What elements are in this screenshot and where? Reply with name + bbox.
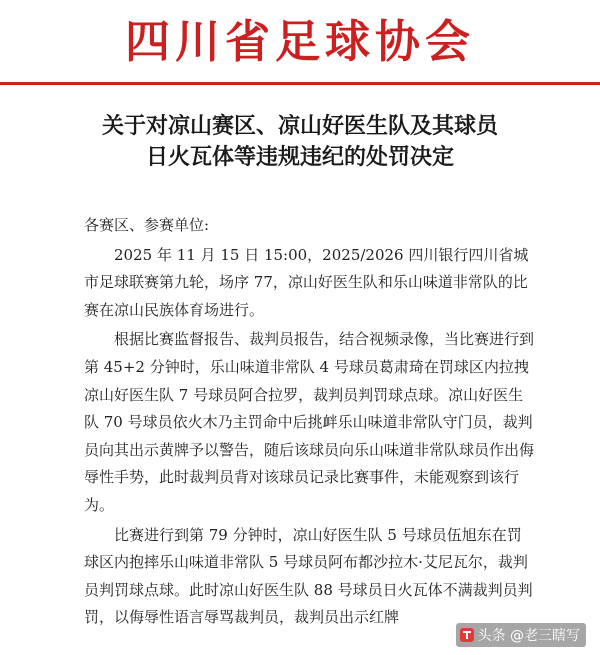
document-title-line-2: 日火瓦体等违规违纪的处罚决定 (145, 144, 454, 170)
paragraph-first-incident: 根据比赛监督报告、裁判员报告，结合视频录像，当比赛进行到第 45+2 分钟时，乐山味道非常队 4 号球员葛肃琦在罚球区内拉拽凉山好医生队 7 号球员阿合拉罗，裁判员判罚球点球。凉山好医生队 70 号球员依火木乃主罚命中后挑衅乐山味道非常队守门员，裁判员向其出示黄牌予以警告，随后该球员向乐山味道非常队球员作出侮辱性手势，此时裁判员背对该球员记录比赛事件，未能观察到该行为。 (84, 330, 535, 514)
source-watermark (456, 623, 586, 647)
toutiao-logo-icon (460, 628, 474, 642)
organization-name: 四川省足球协会 (124, 15, 475, 68)
paragraph-second-incident: 比赛进行到第 79 分钟时，凉山好医生队 5 号球员伍旭东在罚球区内抱摔乐山味道非常队 5 号球员阿布都沙拉木·艾尼瓦尔，裁判员判罚球点球。此时凉山好医生队 88 号球员日火瓦体不满裁判员判罚，以侮辱性语言辱骂裁判员，裁判员出示红牌 (84, 525, 533, 627)
paragraph-match-info: 2025 年 11 月 15 日 15:00，2025/2026 四川银行四川省城市足球联赛第九轮，场序 77，凉山好医生队和乐山味道非常队的比赛在凉山民族体育场进行。 (84, 245, 529, 319)
watermark-text: 头条 @老三瞎写 (477, 628, 580, 644)
document-body (84, 212, 536, 632)
document-title (0, 111, 600, 173)
salutation: 各赛区、参赛单位: (84, 216, 210, 234)
document-title-line-1: 关于对凉山赛区、凉山好医生队及其球员 (101, 113, 498, 139)
red-divider-line (0, 82, 600, 85)
letterhead (0, 0, 600, 90)
